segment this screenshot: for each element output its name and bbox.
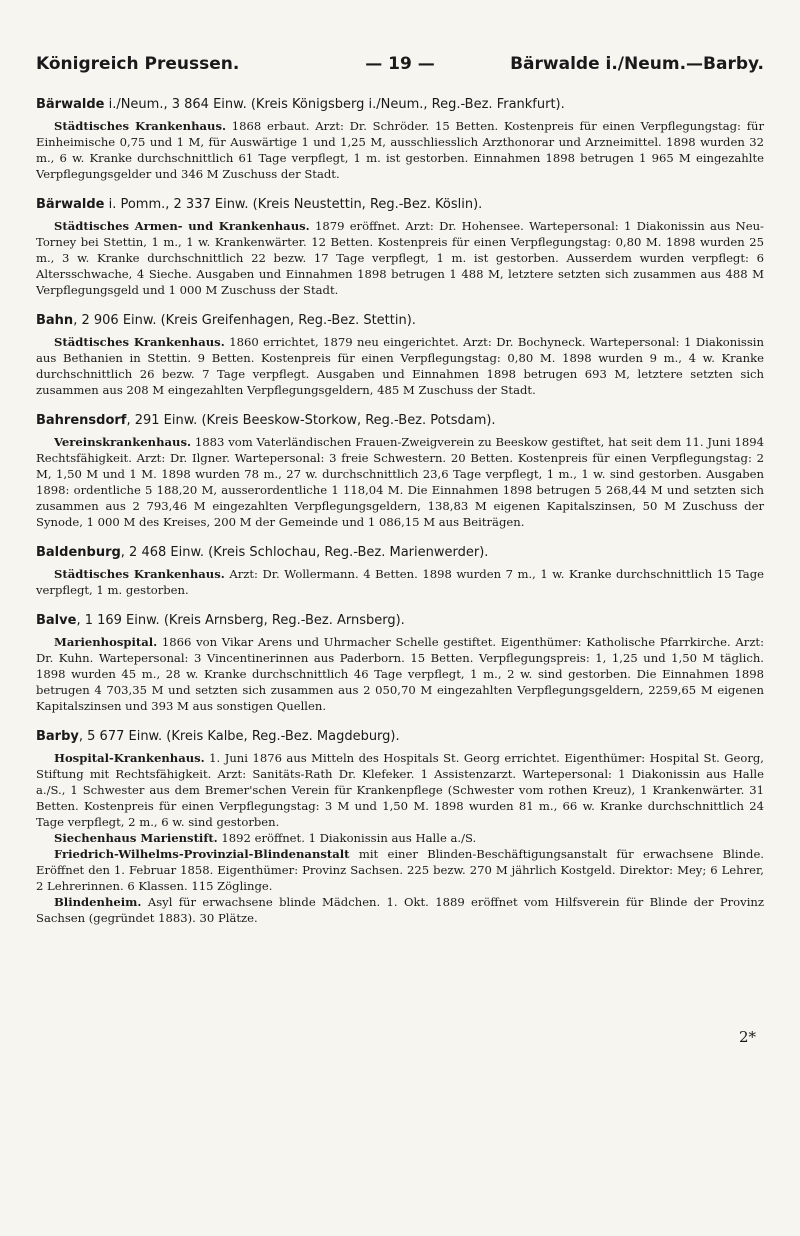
running-head xyxy=(36,54,764,82)
place-heading xyxy=(36,96,764,114)
institution-text: 1892 eröffnet. 1 Diakonissin aus Halle a./S. xyxy=(217,831,477,845)
institution-paragraph xyxy=(36,750,764,830)
place-name: Bärwalde xyxy=(36,97,105,112)
place-heading xyxy=(36,728,764,746)
page-number: — 19 — xyxy=(365,54,435,74)
institution-name: Städtisches Krankenhaus. xyxy=(54,335,225,349)
place-name: Balve xyxy=(36,613,77,628)
institution-name: Vereinskrankenhaus. xyxy=(54,435,192,449)
institution-name: Städtisches Krankenhaus. xyxy=(54,119,227,133)
institution-text: 1860 errichtet, 1879 neu eingerichtet. Arzt: Dr. Bochyneck. Wartepersonal: 1 Diakonissin aus Bethanien in Stettin. 9 Betten. Kostenpreis für einen Verpflegungstag: 0,80 M. 1898 wurden 9 m., 4 w. Kranke durchschnittlich 26 bezw. 7 Tage verpflegt. Ausgaben und Einnahmen 1898 betrugen 693 M, letztere setzten sich zusammen aus 208 M eingezahlten Verpflegungsgeldern, 485 M Zuschuss der Stadt. xyxy=(36,335,764,397)
institution-paragraph xyxy=(36,830,764,846)
place-details: , 2 468 Einw. (Kreis Schlochau, Reg.-Bez. Marienwerder). xyxy=(120,545,489,560)
institution-text: 1. Juni 1876 aus Mitteln des Hospitals St. Georg errichtet. Eigenthümer: Hospital St. Georg, Stiftung mit Rechtsfähigkeit. Arzt: Sanitäts-Rath Dr. Klefeker. 1 Assistenzarzt. Wartepersonal: 1 Diakonissin aus Halle a./S., 1 Schwester aus dem Bremer'schen Verein für Krankenpflege (Schwester vom rothen Kreuz), 1 Krankenwärter. 31 Betten. Kostenpreis für einen Verpflegungstag: 3 M und 1,50 M. 1898 wurden 81 m., 66 w. Kranke durchschnittlich 24 Tage verpflegt, 2 m., 6 w. sind gestorben. xyxy=(36,751,764,829)
institution-name: Blindenheim. xyxy=(54,895,142,909)
institution-name: Marienhospital. xyxy=(54,635,158,649)
place-heading xyxy=(36,612,764,630)
institution-name: Siechenhaus Marienstift. xyxy=(54,831,218,845)
place-name: Bahrensdorf xyxy=(36,413,127,428)
institution-paragraph xyxy=(36,334,764,398)
institution-name: Städtisches Krankenhaus. xyxy=(54,567,225,581)
place-name: Barby xyxy=(36,729,79,744)
page-body xyxy=(36,96,764,940)
place-entry xyxy=(36,312,764,398)
institution-text: 1883 vom Vaterländischen Frauen-Zweigverein zu Beeskow gestiftet, hat seit dem 11. Juni 1894 Rechtsfähigkeit. Arzt: Dr. Ilgner. Wartepersonal: 3 freie Schwestern. 20 Betten. Kostenpreis für einen Verpflegungstag: 2 M, 1,50 M und 1 M. 1898 wurden 78 m., 27 w. durchschnittlich 23,6 Tage verpflegt, 1 m., 1 w. sind gestorben. Ausgaben 1898: ordentliche 5 188,20 M, ausserordentliche 1 118,04 M. Die Einnahmen 1898 betrugen 5 268,44 M und setzten sich zusammen aus 2 793,46 M eingezahlten Verpflegungsgeldern, 138,83 M eigenen Kapitalszinsen, 50 M Zuschuss der Synode, 1 000 M des Kreises, 200 M der Gemeinde und 1 086,15 M aus Beiträgen. xyxy=(36,435,764,529)
place-entry xyxy=(36,612,764,714)
institution-text: mit einer Blinden-Beschäftigungsanstalt für erwachsene Blinde. Eröffnet den 1. Februar 1858. Eigenthümer: Provinz Sachsen. 225 bezw. 270 M jährlich Kostgeld. Direktor: Mey; 6 Lehrer, 2 Lehrerinnen. 6 Klassen. 115 Zöglinge. xyxy=(36,847,764,893)
place-name: Bärwalde xyxy=(36,197,105,212)
place-entry xyxy=(36,728,764,926)
institution-paragraph xyxy=(36,566,764,598)
place-entry xyxy=(36,196,764,298)
place-details: , 5 677 Einw. (Kreis Kalbe, Reg.-Bez. Magdeburg). xyxy=(78,729,400,744)
place-heading xyxy=(36,544,764,562)
place-entry xyxy=(36,544,764,598)
place-entry xyxy=(36,96,764,182)
institution-paragraph xyxy=(36,634,764,714)
institution-text: 1879 eröffnet. Arzt: Dr. Hohensee. Wartepersonal: 1 Diakonissin aus Neu-Torney bei Stettin, 1 m., 1 w. Krankenwärter. 12 Betten. Kostenpreis für einen Verpflegungstag: 0,80 M. 1898 wurden 25 m., 3 w. Kranke durchschnittlich 22 bezw. 17 Tage verpflegt, 1 m. ist gestorben. Ausserdem wurden verpflegt: 6 Altersschwache, 4 Sieche. Ausgaben und Einnahmen 1898 betrugen 1 488 M, letztere setzten sich zusammen aus 488 M Verpflegungsgeld und 1 000 M Zuschuss der Stadt. xyxy=(36,219,764,297)
place-heading xyxy=(36,412,764,430)
institution-paragraph xyxy=(36,894,764,926)
place-details: , 1 169 Einw. (Kreis Arnsberg, Reg.-Bez. Arnsberg). xyxy=(76,613,405,628)
institution-paragraph xyxy=(36,434,764,530)
institution-paragraph xyxy=(36,118,764,182)
institution-text: 1868 erbaut. Arzt: Dr. Schröder. 15 Betten. Kostenpreis für einen Verpflegungstag: für Einheimische 0,75 und 1 M, für Auswärtige 1 und 1,25 M, ausschliesslich Arzthonorar und Arzneimittel. 1898 wurden 32 m., 6 w. Kranke durchschnittlich 61 Tage verpflegt, 1 m. ist gestorben. Einnahmen 1898 betrugen 1 965 M eingezahlte Verpflegungsgelder und 346 M Zuschuss der Stadt. xyxy=(36,119,764,181)
institution-name: Städtisches Armen- und Krankenhaus. xyxy=(54,219,310,233)
institution-paragraph xyxy=(36,846,764,894)
place-entry xyxy=(36,412,764,530)
running-head-left: Königreich Preussen. xyxy=(36,54,240,74)
institution-text: 1866 von Vikar Arens und Uhrmacher Schelle gestiftet. Eigenthümer: Katholische Pfarrkirche. Arzt: Dr. Kuhn. Wartepersonal: 3 Vincentinerinnen aus Paderborn. 15 Betten. Verpflegungspreis: 1, 1,25 und 1,50 M täglich. 1898 wurden 45 m., 28 w. Kranke durchschnittlich 46 Tage verpflegt, 1 m., 2 w. sind gestorben. Die Einnahmen 1898 betrugen 4 703,35 M und setzten sich zusammen aus 2 050,70 M eingezahlten Verpflegungsgeldern, 2259,65 M eigenen Kapitalszinsen und 393 M aus sonstigen Quellen. xyxy=(36,635,764,713)
place-heading xyxy=(36,312,764,330)
place-heading xyxy=(36,196,764,214)
place-details: , 291 Einw. (Kreis Beeskow-Storkow, Reg.-Bez. Potsdam). xyxy=(126,413,496,428)
institution-paragraph xyxy=(36,218,764,298)
place-name: Baldenburg xyxy=(36,545,121,560)
institution-text: Asyl für erwachsene blinde Mädchen. 1. Okt. 1889 eröffnet vom Hilfsverein für Blinde der Provinz Sachsen (gegründet 1883). 30 Plätze. xyxy=(36,895,764,925)
place-name: Bahn xyxy=(36,313,74,328)
running-head-right: Bärwalde i./Neum.—Barby. xyxy=(510,54,764,74)
institution-name: Hospital-Krankenhaus. xyxy=(54,751,205,765)
institution-name: Friedrich-Wilhelms-Provinzial-Blindenanstalt xyxy=(54,847,350,861)
place-details: i. Pomm., 2 337 Einw. (Kreis Neustettin, Reg.-Bez. Köslin). xyxy=(104,197,483,212)
place-details: i./Neum., 3 864 Einw. (Kreis Königsberg i./Neum., Reg.-Bez. Frankfurt). xyxy=(104,97,565,112)
institution-text: Arzt: Dr. Wollermann. 4 Betten. 1898 wurden 7 m., 1 w. Kranke durchschnittlich 15 Tage verpflegt, 1 m. gestorben. xyxy=(36,567,764,597)
place-details: , 2 906 Einw. (Kreis Greifenhagen, Reg.-Bez. Stettin). xyxy=(73,313,416,328)
signature-mark: 2* xyxy=(738,1028,756,1046)
